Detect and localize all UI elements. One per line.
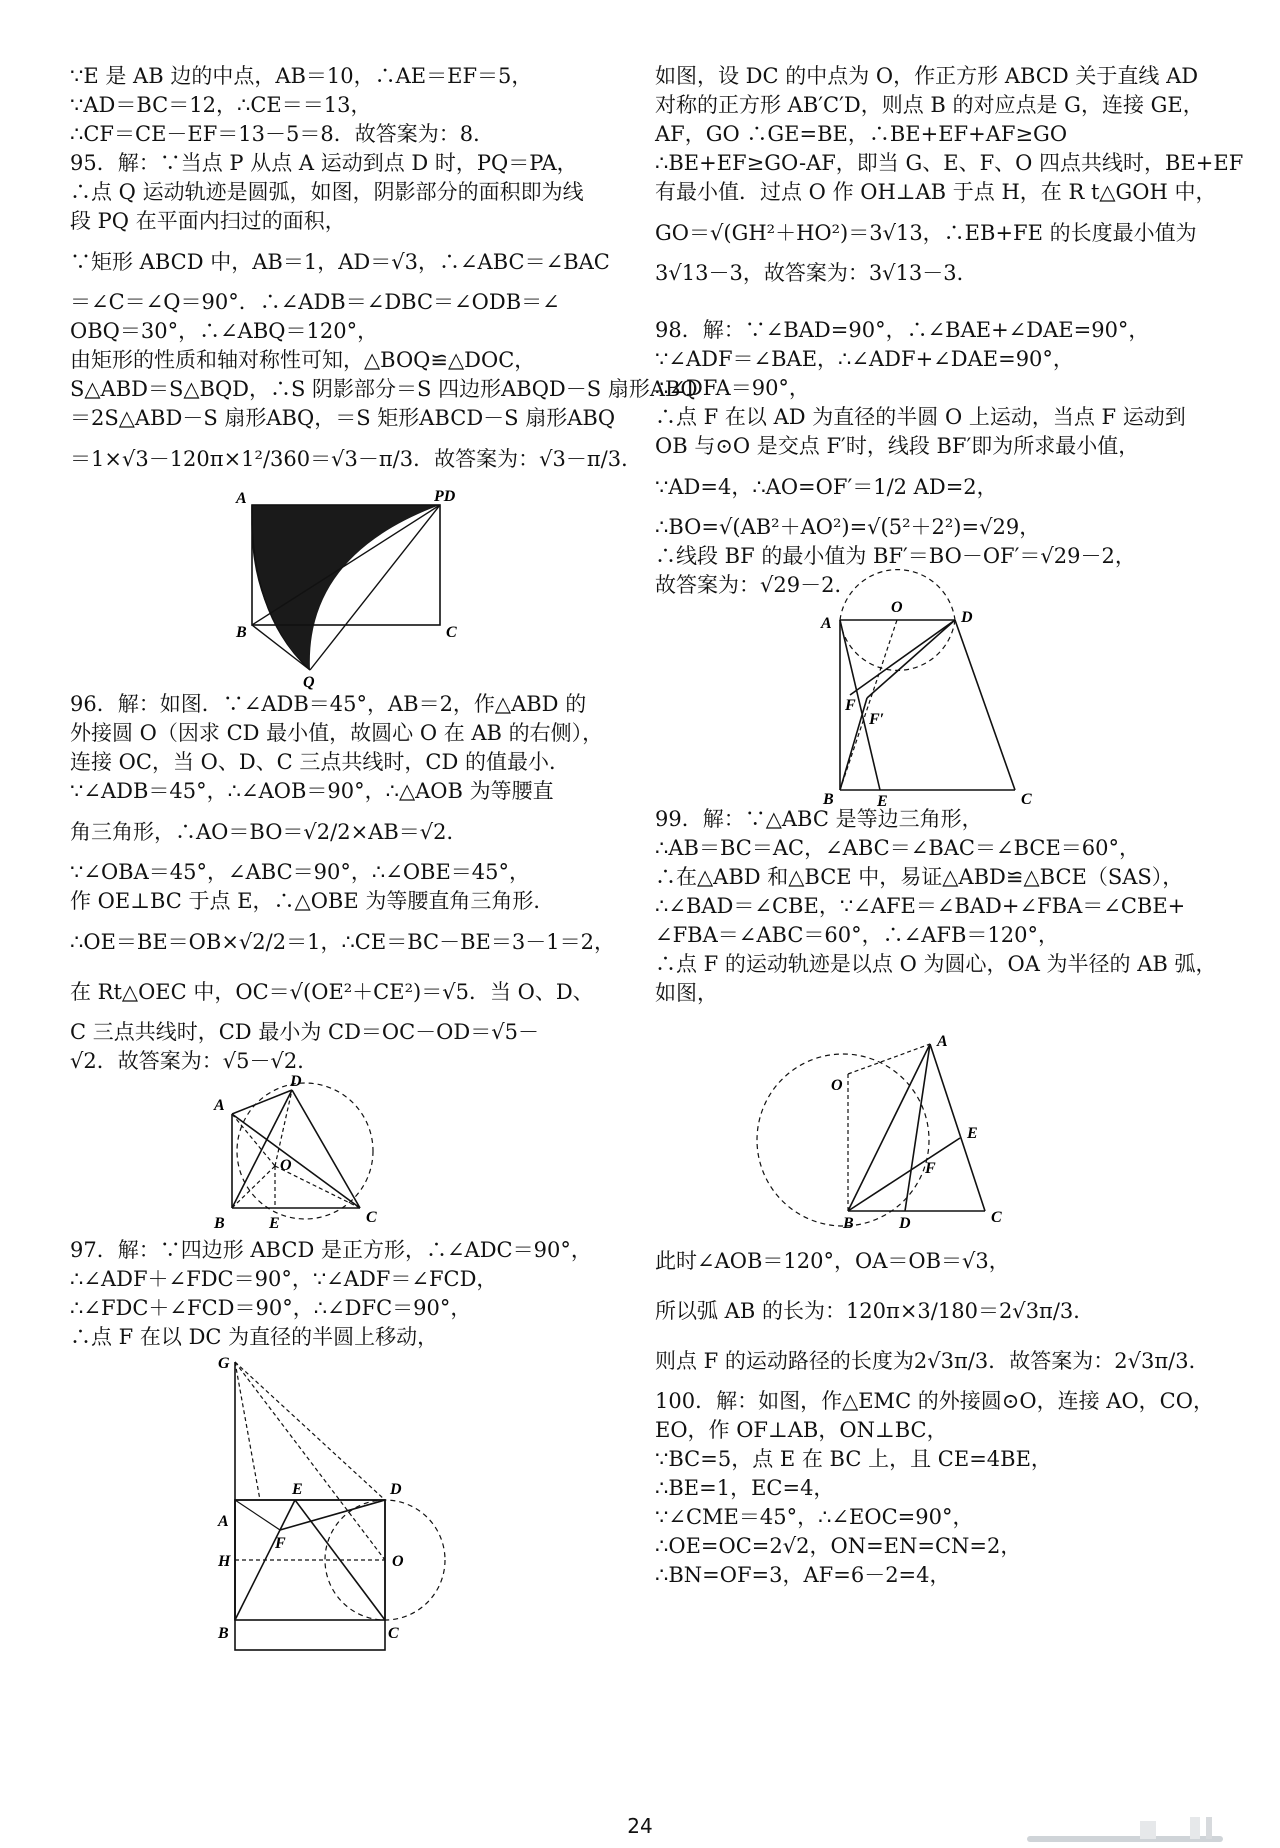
point-label: A [937,1033,948,1050]
text-line: ＝2S△ABD－S 扇形ABQ，＝S 矩形ABCD－S 扇形ABQ [70,406,616,430]
point-label: D [390,1481,402,1498]
text-line: 98．解：∵∠BAD=90°，∴∠BAE+∠DAE=90°， [655,318,1150,342]
text-line: ∴BO=√(AB²＋AO²)=√(5²＋2²)=√29， [655,515,1041,539]
text-line: GO＝√(GH²＋HO²)＝3√13，∴EB+FE 的长度最小值为 [655,221,1197,245]
text-line: 外接圆 O（因求 CD 最小值，故圆心 O 在 AB 的右侧）， [70,721,604,745]
right-column [655,62,1244,1590]
text-line: 96．解：如图．∵∠ADB＝45°，AB＝2，作△ABD 的 [70,692,587,716]
point-label: F [845,697,856,714]
point-label: B [823,791,834,808]
point-label: B [214,1215,225,1232]
point-label: D [899,1215,911,1232]
text-line: ∴∠FDC＋∠FCD＝90°，∴∠DFC＝90°， [70,1296,472,1320]
point-label: F [275,1535,286,1552]
point-label: O [280,1157,292,1174]
text-line: 在 Rt△OEC 中，OC＝√(OE²＋CE²)＝√5．当 O、D、 [70,980,594,1004]
text-line: 此时∠AOB＝120°，OA＝OB＝√3， [655,1249,1010,1273]
point-label: C [366,1209,377,1226]
text-line: 故答案为：√29－2． [655,573,856,597]
text-line: 95．解：∵当点 P 从点 A 运动到点 D 时，PQ＝PA， [70,151,578,175]
text-line: 有最小值．过点 O 作 OH⊥AB 于点 H，在 R t△GOH 中， [655,180,1217,204]
text-line: 由矩形的性质和轴对称性可知，△BOQ≌△DOC， [70,348,536,372]
text-line: ∴BE+EF≥GO-AF，即当 G、E、F、O 四点共线时，BE+EF [655,151,1244,175]
text-line: 段 PQ 在平面内扫过的面积， [70,209,346,233]
figure-99 [655,1008,1240,1232]
figure-97 [70,1352,630,1642]
point-label: D [961,609,973,626]
point-label: A [821,615,832,632]
point-label: E [292,1481,303,1498]
point-label: A [236,490,247,507]
text-line: 100．解：如图，作△EMC 的外接圆⊙O，连接 AO，CO， [655,1389,1214,1413]
point-label: B [843,1215,854,1232]
point-label: B [236,624,247,641]
point-label: Q [303,674,315,691]
text-line: √2．故答案为：√5－√2． [70,1049,319,1073]
text-line: ∴∠DFA＝90°， [655,376,810,400]
text-line: 如图，设 DC 的中点为 O，作正方形 ABCD 关于直线 AD [655,64,1199,88]
point-label: A [218,1513,229,1530]
text-line: ∠FBA＝∠ABC＝60°，∴∠AFB＝120°， [655,923,1059,947]
point-label: C [991,1209,1002,1226]
text-line: ∴AB＝BC＝AC，∠ABC＝∠BAC＝∠BCE＝60°， [655,836,1141,860]
text-line: C 三点共线时，CD 最小为 CD＝OC－OD＝√5－ [70,1020,539,1044]
text-line: ∴OE＝BE＝OB×√2/2＝1，∴CE＝BC－BE＝3－1＝2， [70,930,615,954]
text-line: ∵E 是 AB 边的中点，AB＝10，∴AE＝EF＝5， [70,64,533,88]
text-line: ∵∠OBA＝45°，∠ABC＝90°，∴∠OBE＝45°， [70,860,531,884]
figure-98 [655,599,1240,810]
text-line: 99．解：∵△ABC 是等边三角形， [655,807,983,831]
figure-96 [70,1073,630,1236]
text-line: ＝∠C＝∠Q＝90°．∴∠ADB＝∠DBC＝∠ODB＝∠ [70,290,560,314]
text-line: ＝1×√3－120π×1²/360＝√3－π/3．故答案为：√3－π/3． [70,447,643,471]
page-number: 24 [627,1814,653,1838]
text-line: EO，作 OF⊥AB，ON⊥BC， [655,1418,948,1442]
text-line: 角三角形，∴AO＝BO＝√2/2×AB＝√2． [70,820,468,844]
text-line: ∴点 Q 运动轨迹是圆弧，如图，阴影部分的面积即为线 [70,180,584,204]
text-line: ∴BE=1，EC=4， [655,1476,835,1500]
text-line: ∵∠CME＝45°，∴∠EOC=90°， [655,1505,974,1529]
point-label: G [218,1355,230,1372]
point-label: E [967,1125,978,1142]
text-line: OBQ＝30°，∴∠ABQ＝120°， [70,319,379,343]
point-label: D [290,1073,302,1090]
text-line: ∵AD=4，∴AO=OF′＝1/2 AD=2， [655,475,998,499]
point-label: F [925,1160,936,1177]
point-label: O [831,1077,843,1094]
text-line: AF，GO ∴GE=BE，∴BE+EF+AF≥GO [655,122,1068,146]
point-label: E [877,793,888,810]
shaded-region [251,505,440,670]
point-label: C [446,624,457,641]
text-line: ∵AD＝BC＝12，∴CE＝＝13， [70,93,372,117]
text-line: 如图， [655,981,718,1005]
text-line: ∴点 F 在以 DC 为直径的半圆上移动， [70,1325,439,1349]
point-label: B [218,1625,229,1642]
pen-icon [1020,1805,1250,1845]
text-line: ∵矩形 ABCD 中，AB＝1，AD＝√3，∴∠ABC＝∠BAC [70,250,610,274]
text-line: 3√13－3，故答案为：3√13－3． [655,261,978,285]
point-label: O [392,1553,404,1570]
text-line: ∴CF＝CE－EF＝13－5＝8．故答案为：8． [70,122,495,146]
text-line: 对称的正方形 AB′C′D，则点 B 的对应点是 G，连接 GE， [655,93,1204,117]
text-line: ∵∠ADF＝∠BAE，∴∠ADF+∠DAE=90°， [655,347,1074,371]
text-line: 连接 OC，当 O、D、C 三点共线时，CD 的值最小． [70,750,571,774]
text-line: ∴点 F 在以 AD 为直径的半圆 O 上运动，当点 F 运动到 [655,405,1186,429]
text-line: ∴BN=OF=3，AF=6－2=4， [655,1563,951,1587]
point-label: F′ [869,711,885,728]
text-line: ∴线段 BF 的最小值为 BF′＝BO－OF′＝√29－2， [655,544,1136,568]
text-line: ∴点 F 的运动轨迹是以点 O 为圆心，OA 为半径的 AB 弧， [655,952,1217,976]
left-column [70,62,698,1642]
point-label: C [1021,791,1032,808]
text-line: ∴∠ADF＋∠FDC＝90°，∵∠ADF＝∠FCD， [70,1267,498,1291]
point-label: A [214,1097,225,1114]
point-label: C [388,1625,399,1642]
text-line: S△ABD＝S△BQD，∴S 阴影部分＝S 四边形ABQD－S 扇形ABQ [70,377,698,401]
text-line: 则点 F 的运动路径的长度为2√3π/3．故答案为：2√3π/3． [655,1349,1210,1373]
text-line: 所以弧 AB 的长为：120π×3/180＝2√3π/3． [655,1299,1095,1323]
point-label: O [891,599,903,616]
figure-95 [70,485,630,690]
text-line: ∴∠BAD＝∠CBE，∵∠AFE＝∠BAD+∠FBA＝∠CBE+ [655,894,1186,918]
text-line: ∴OE=OC=2√2，ON=EN=CN=2， [655,1534,1022,1558]
text-line: ∵∠ADB＝45°，∴∠AOB＝90°，∴△AOB 为等腰直 [70,779,554,803]
text-line: ∴在△ABD 和△BCE 中，易证△ABD≌△BCE（SAS）， [655,865,1184,889]
point-label: H [218,1553,231,1570]
point-label: PD [434,488,456,505]
text-line: ∵BC=5，点 E 在 BC 上，且 CE=4BE， [655,1447,1052,1471]
text-line: 97．解：∵四边形 ABCD 是正方形，∴∠ADC＝90°， [70,1238,592,1262]
text-line: 作 OE⊥BC 于点 E，∴△OBE 为等腰直角三角形． [70,889,555,913]
text-line: OB 与⊙O 是交点 F′时，线段 BF′即为所求最小值， [655,434,1140,458]
point-label: E [269,1215,280,1232]
